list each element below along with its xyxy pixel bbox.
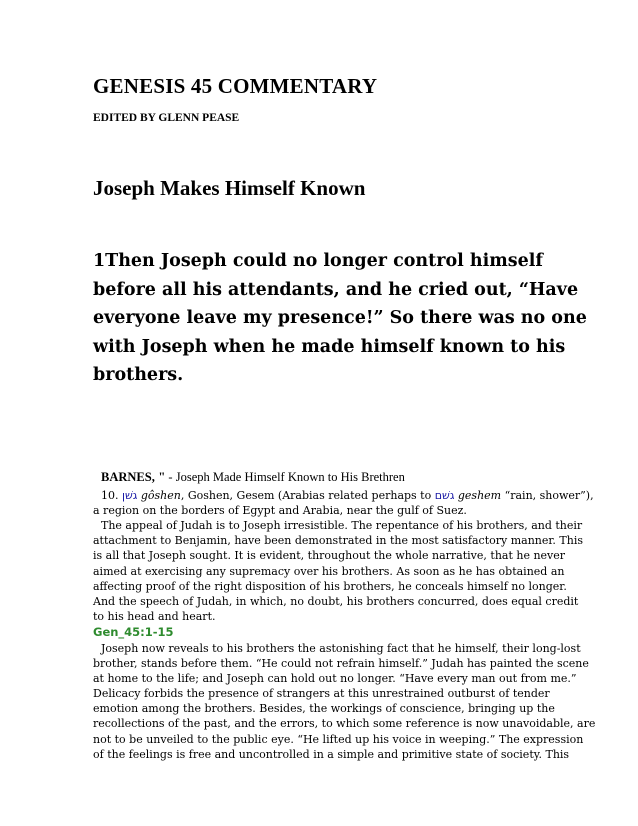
note-line: [93, 488, 594, 503]
paragraph-line: brother, stands before them. “He could not refrain himself.” Judah has painted the scene: [93, 657, 589, 671]
transliteration: gôshen: [140, 489, 181, 503]
editor-line: EDITED BY GLENN PEASE: [93, 112, 240, 124]
paragraph-line: emotion among the brothers. Besides, the workings of conscience, bringing up the: [93, 702, 555, 716]
barnes-title: - Joseph Made Himself Known to His Brethren: [165, 470, 405, 484]
paragraph-line: And the speech of Judah, in which, no doubt, his brothers concurred, does equal credit: [93, 594, 579, 608]
barnes-label: BARNES,: [101, 470, 155, 484]
paragraph-line: affecting proof of the right disposition of his brothers, he conceals himself no longer.: [93, 579, 567, 593]
paragraph-line: not to be unveiled to the public eye. “He lifted up his voice in weeping.” The expression: [93, 732, 584, 746]
paragraph-line: The appeal of Judah is to Joseph irresistible. The repentance of his brothers, and their: [101, 519, 583, 533]
commentary-body: [93, 470, 596, 762]
paragraph-line: recollections of the past, and the errors, to which some reference is now unavoidable, are: [93, 717, 596, 731]
hebrew-word: גשׁם: [434, 489, 455, 503]
verse-line: with Joseph when he made himself known to his: [93, 336, 566, 357]
paragraph-line: aimed at exercising any supremacy over his brothers. As soon as he has obtained an: [93, 564, 565, 578]
barnes-heading: [93, 470, 553, 485]
paragraph-line: is all that Joseph sought. It is evident, throughout the whole narrative, that he never: [93, 549, 566, 563]
note-line: a region on the borders of Egypt and Arabia, near the gulf of Suez.: [93, 504, 467, 518]
paragraph-line: Joseph now reveals to his brothers the astonishing fact that he himself, their long-lost: [101, 641, 581, 655]
paragraph-line: attachment to Benjamin, have been demonstrated in the most satisfactory manner. This: [93, 534, 584, 548]
paragraph-line: of the feelings is free and uncontrolled in a simple and primitive state of society. This: [93, 747, 570, 761]
note-text: , Goshen, Gesem (Arabias related perhaps to: [180, 489, 435, 503]
verse-line: brothers.: [93, 365, 184, 385]
section-heading: Joseph Makes Himself Known: [93, 176, 366, 200]
verse-text: [93, 247, 587, 390]
verse-line: before all his attendants, and he cried out, “Have: [93, 279, 579, 300]
document-title: GENESIS 45 COMMENTARY: [93, 74, 378, 98]
hebrew-word: גשׁן: [122, 489, 138, 503]
verse-line: everyone leave my presence!” So there was no one: [93, 308, 587, 328]
barnes-quote: ": [158, 470, 166, 484]
paragraph-line: at home to the life; and Joseph can hold out no longer. “Have every man out from me.”: [93, 672, 577, 686]
note-number: 10.: [101, 489, 119, 503]
verse-line: 1Then Joseph could no longer control himself: [93, 251, 543, 271]
note-text: “rain, shower”),: [501, 489, 594, 503]
transliteration: geshem: [457, 489, 502, 503]
scripture-reference-link[interactable]: Gen_45:1-15: [93, 624, 174, 639]
paragraph-line: Delicacy forbids the presence of strangers at this unrestrained outburst of tender: [93, 687, 550, 701]
paragraph-line: to his head and heart.: [93, 609, 216, 623]
